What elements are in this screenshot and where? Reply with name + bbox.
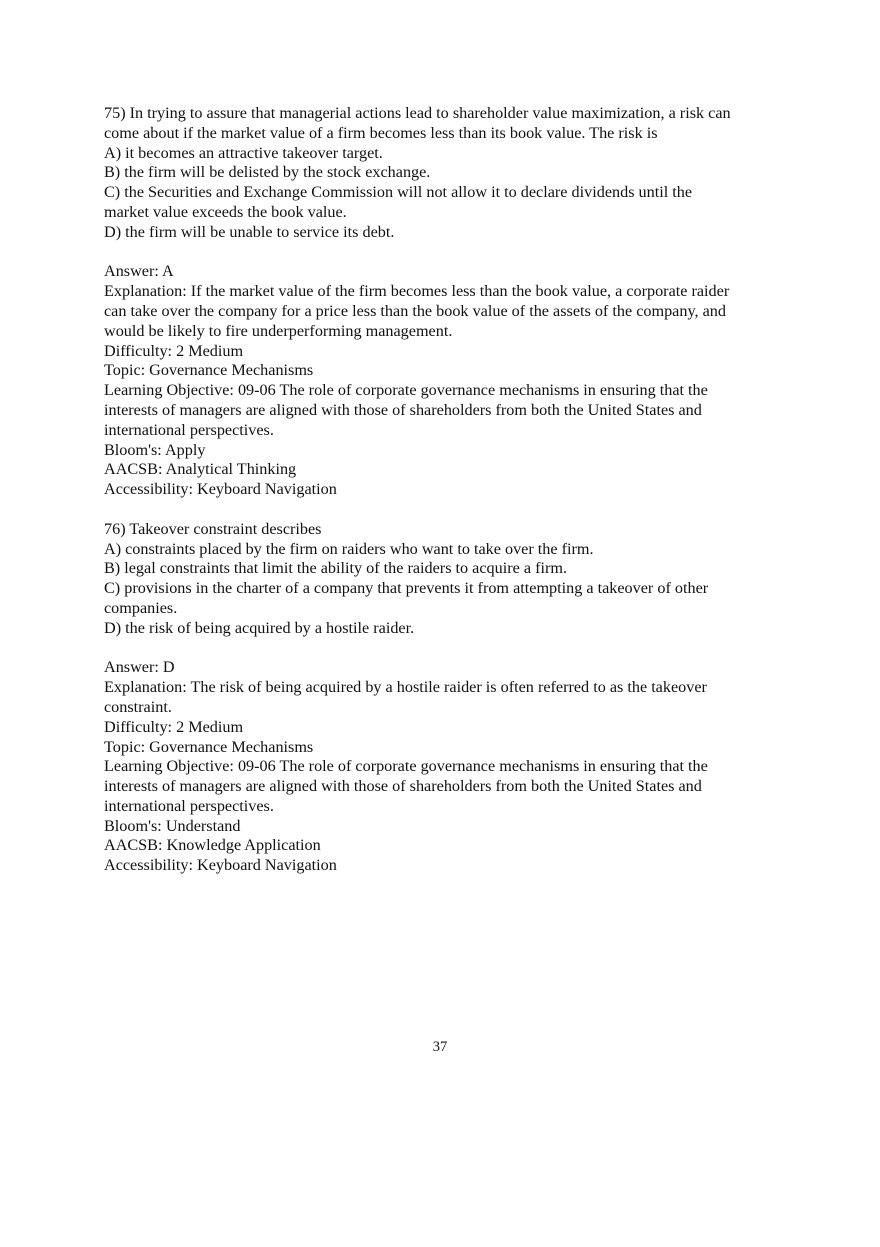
option-c-continued: companies. (104, 598, 178, 617)
option-d: D) the firm will be unable to service its debt. (104, 222, 395, 241)
option-d: D) the risk of being acquired by a hostile raider. (104, 618, 415, 637)
blooms-level: Bloom's: Understand (104, 816, 241, 835)
spacer (104, 500, 794, 520)
question-76 (104, 520, 794, 876)
option-c-continued: market value exceeds the book value. (104, 202, 347, 221)
option-c: C) provisions in the charter of a company that prevents it from attempting a takeover of other (104, 579, 709, 598)
accessibility-tag: Accessibility: Keyboard Navigation (104, 480, 337, 499)
topic: Topic: Governance Mechanisms (104, 737, 314, 756)
answer-block (104, 262, 794, 500)
question-stem (104, 104, 794, 144)
aacsb-tag: AACSB: Knowledge Application (104, 836, 321, 855)
learning-objective-line: interests of managers are aligned with those of shareholders from both the United States and (104, 400, 702, 419)
answer-options (104, 540, 794, 639)
learning-objective-line: Learning Objective: 09-06 The role of corporate governance mechanisms in ensuring that the (104, 757, 708, 776)
answer-key: Answer: A (104, 262, 174, 281)
spacer (104, 639, 794, 659)
learning-objective-line: Learning Objective: 09-06 The role of corporate governance mechanisms in ensuring that the (104, 381, 708, 400)
explanation-line: can take over the company for a price less than the book value of the assets of the company, and (104, 301, 726, 320)
answer-key: Answer: D (104, 658, 175, 677)
explanation-line: constraint. (104, 697, 172, 716)
topic: Topic: Governance Mechanisms (104, 361, 314, 380)
explanation-line: would be likely to fire underperforming management. (104, 321, 453, 340)
explanation-line: Explanation: The risk of being acquired by a hostile raider is often referred to as the takeover (104, 678, 707, 697)
stem-line: 76) Takeover constraint describes (104, 519, 322, 538)
answer-options (104, 144, 794, 243)
question-stem (104, 520, 794, 540)
learning-objective-line: international perspectives. (104, 796, 274, 815)
learning-objective-line: international perspectives. (104, 420, 274, 439)
difficulty: Difficulty: 2 Medium (104, 717, 244, 736)
option-b: B) the firm will be delisted by the stock exchange. (104, 163, 431, 182)
page-content (104, 104, 794, 876)
difficulty: Difficulty: 2 Medium (104, 341, 244, 360)
aacsb-tag: AACSB: Analytical Thinking (104, 460, 297, 479)
option-a: A) constraints placed by the firm on raiders who want to take over the firm. (104, 539, 594, 558)
explanation-line: Explanation: If the market value of the firm becomes less than the book value, a corporate raider (104, 282, 730, 301)
option-a: A) it becomes an attractive takeover target. (104, 143, 383, 162)
option-b: B) legal constraints that limit the ability of the raiders to acquire a firm. (104, 559, 568, 578)
question-75 (104, 104, 794, 500)
stem-line: come about if the market value of a firm becomes less than its book value. The risk is (104, 123, 658, 142)
spacer (104, 243, 794, 263)
learning-objective-line: interests of managers are aligned with those of shareholders from both the United States and (104, 777, 702, 796)
option-c: C) the Securities and Exchange Commission will not allow it to declare dividends until the (104, 183, 693, 202)
accessibility-tag: Accessibility: Keyboard Navigation (104, 856, 337, 875)
answer-block (104, 658, 794, 876)
page-number: 37 (432, 1039, 448, 1055)
blooms-level: Bloom's: Apply (104, 440, 206, 459)
stem-line: 75) In trying to assure that managerial actions lead to shareholder value maximization, a risk can (104, 104, 731, 122)
